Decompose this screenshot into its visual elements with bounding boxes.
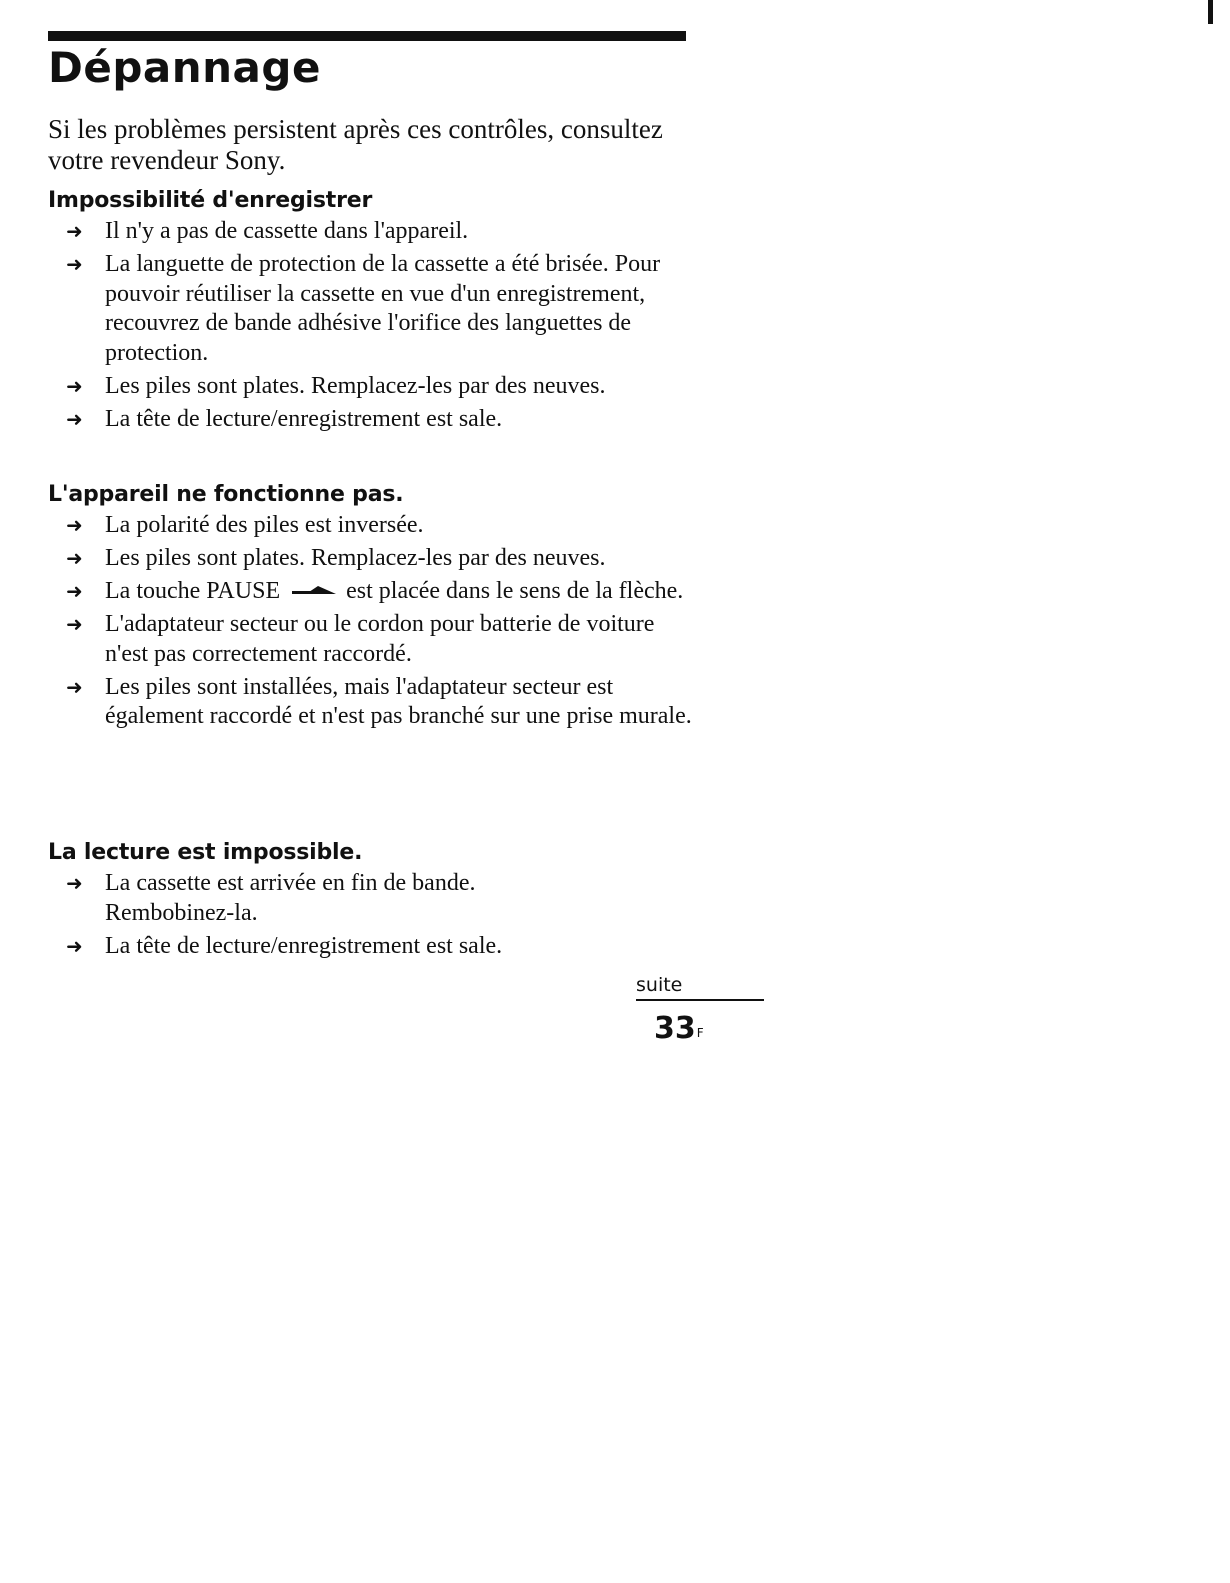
list-item	[48, 673, 708, 732]
pause-direction-arrow-icon	[292, 585, 336, 599]
list-item	[48, 577, 708, 607]
list-item	[48, 932, 708, 962]
arrow-right-icon: ➜	[66, 612, 83, 636]
item-text-after: est placée dans le sens de la flèche.	[346, 578, 684, 604]
troubleshooting-list	[48, 217, 708, 434]
item-text-before: La touche PAUSE	[105, 578, 281, 604]
section-heading: La lecture est impossible.	[48, 840, 363, 865]
troubleshooting-list	[48, 869, 708, 961]
continued-rule	[636, 999, 764, 1001]
arrow-right-icon: ➜	[66, 933, 83, 958]
item-text: Les piles sont plates. Remplacez-les par des neuves.	[105, 545, 606, 571]
item-text: La tête de lecture/enregistrement est sale.	[105, 405, 503, 432]
arrow-right-icon: ➜	[66, 373, 83, 398]
section-cannot-play	[48, 838, 708, 961]
arrow-right-icon: ➜	[66, 579, 83, 603]
item-text: La cassette est arrivée en fin de bande. Rembobinez-la.	[105, 870, 476, 926]
arrow-right-icon: ➜	[66, 252, 83, 276]
arrow-right-icon: ➜	[66, 546, 83, 570]
item-text: L'adaptateur secteur ou le cordon pour batterie de voiture n'est pas correctement raccordé.	[105, 611, 655, 667]
item-text: Les piles sont plates. Remplacez-les par des neuves.	[105, 372, 606, 399]
item-text: Il n'y a pas de cassette dans l'appareil.	[105, 218, 469, 244]
page-number-suffix: F	[696, 1026, 704, 1040]
page-title: Dépannage	[48, 43, 321, 92]
intro-paragraph: Si les problèmes persistent après ces contrôles, consultez votre revendeur Sony.	[48, 114, 663, 175]
list-item	[48, 250, 708, 368]
item-text: Les piles sont installées, mais l'adaptateur secteur est également raccordé et n'est pas branché sur une prise murale.	[105, 673, 692, 729]
section-not-working	[48, 480, 708, 732]
arrow-right-icon: ➜	[66, 871, 83, 895]
section-heading: Impossibilité d'enregistrer	[48, 188, 373, 213]
list-item	[48, 372, 708, 402]
page-number-value: 33	[654, 1011, 696, 1046]
troubleshooting-list	[48, 511, 708, 732]
list-item	[48, 610, 708, 669]
arrow-right-icon: ➜	[66, 219, 83, 243]
item-text: La tête de lecture/enregistrement est sale.	[105, 932, 503, 959]
list-item	[48, 217, 708, 247]
list-item	[48, 511, 708, 541]
section-heading: L'appareil ne fonctionne pas.	[48, 482, 404, 507]
arrow-right-icon: ➜	[66, 406, 83, 431]
list-item	[48, 544, 708, 574]
arrow-right-icon: ➜	[66, 513, 83, 537]
page-edge-mark	[1208, 0, 1213, 24]
continued-label: suite	[636, 974, 683, 996]
section-cannot-record	[48, 186, 708, 434]
item-text: La polarité des piles est inversée.	[105, 512, 424, 538]
item-text: La languette de protection de la cassette a été brisée. Pour pouvoir réutiliser la cassette en vue d'un enregistrement, recouvrez de bande adhésive l'orifice des languettes de protection.	[105, 251, 661, 366]
list-item	[48, 869, 708, 928]
list-item	[48, 405, 708, 435]
page-number	[654, 1010, 704, 1048]
arrow-right-icon: ➜	[66, 674, 83, 699]
